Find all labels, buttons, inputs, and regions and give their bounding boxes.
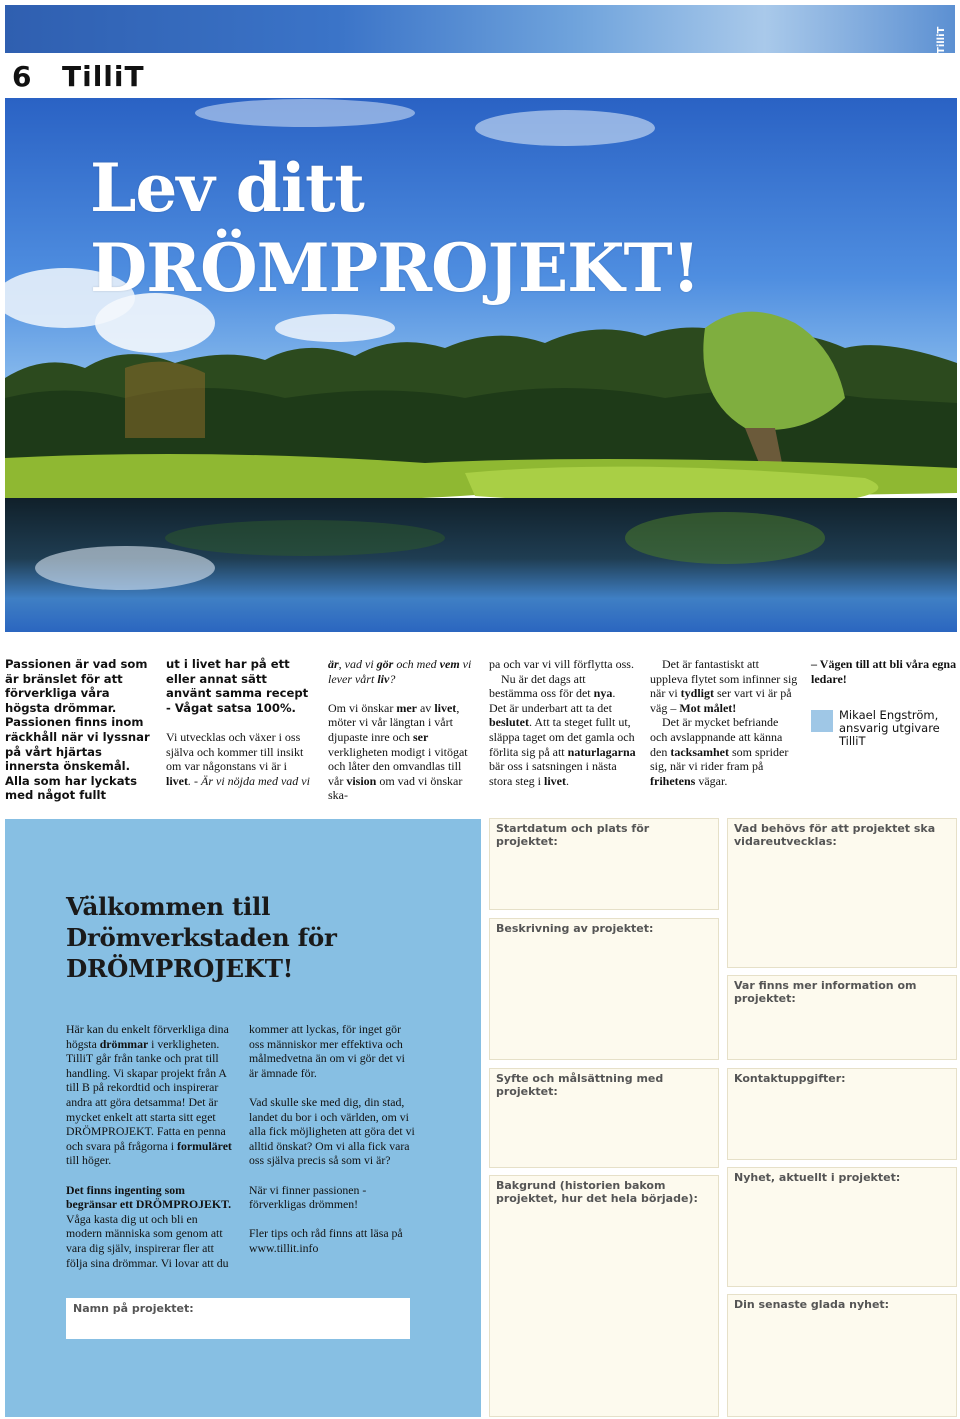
article-column-3 (328, 657, 476, 803)
col3-word: mer (396, 700, 417, 715)
needs-label: Vad behövs för att projektet ska vidareutvecklas: (734, 822, 936, 848)
background-field[interactable] (489, 1175, 719, 1417)
col5-word: Mot målet! (679, 700, 737, 715)
col3-word: liv (377, 671, 390, 686)
workshop-text: i verkligheten. TilliT går från tanke och prat till handling. Vi skapar projekt från A till B på rekordtid och inspirerar andra att göra detsamma! Det är mycket enkelt att starta sitt eget DRÖMPROJEKT. Fatta en penna och svara på frågorna i (66, 1036, 227, 1153)
hero-headline (90, 148, 700, 308)
article-closing-line: – Vägen till att bli våra egna ledare! (811, 657, 957, 686)
brand-title: TilliT (62, 60, 145, 93)
workshop-bold-text: Det finns ingenting som begränsar ett DRÖMPROJEKT. (66, 1182, 232, 1212)
article-lead: Passionen är vad som är bränslet för att förverkliga våra högsta drömmar. Passionen finns inom räckhåll när vi lyssnar på vårt hjärtas innersta önskemål. Alla som har lyckats med något fullt (5, 657, 150, 803)
contact-field[interactable] (727, 1068, 957, 1160)
col3-text: ? (389, 671, 396, 686)
col3-text: , möter vi vår längtan i vårt djupaste inre och (328, 700, 460, 744)
workshop-text: När vi finner passionen - förverkligas drömmen! (249, 1182, 367, 1212)
signature-role: ansvarig utgivare TilliT (839, 721, 940, 748)
more-info-field[interactable] (727, 975, 957, 1060)
needs-field[interactable] (727, 818, 957, 968)
workshop-text: Våga kasta dig ut och bli en modern människa som genom att vara dig själv, inspirerar fler att följa sina drömmar. Vi lovar att du (66, 1211, 229, 1270)
description-field[interactable] (489, 918, 719, 1060)
col3-text: Om vi önskar (328, 700, 397, 715)
start-date-label: Startdatum och plats för projektet: (496, 822, 650, 848)
workshop-title-line-3: DRÖMPROJEKT! (66, 954, 294, 983)
col3-word: ser (412, 729, 429, 744)
description-label: Beskrivning av projektet: (496, 922, 654, 935)
workshop-title (66, 891, 337, 984)
workshop-title-line-1: Välkommen till (66, 892, 271, 921)
workshop-text-left (66, 1022, 234, 1285)
col4-word: naturlagarna (567, 744, 636, 759)
col3-text: , vad vi (338, 657, 377, 671)
signature-name: Mikael Engström, (839, 708, 939, 722)
col3-text: av (416, 700, 435, 715)
col4-text: . (612, 686, 616, 701)
workshop-title-line-2: Drömverkstaden för (66, 923, 337, 952)
page-number: 6 (12, 60, 32, 93)
contact-label: Kontaktuppgifter: (734, 1072, 846, 1085)
headline-line-1: Lev ditt (90, 149, 364, 227)
col3-word: livet (434, 700, 457, 715)
workshop-text: Fler tips och råd finns att läsa på www.tillit.info (249, 1226, 403, 1255)
column-2-paragraph: Vi utvecklas och växer i oss själva och kommer till insikt om var någonstans vi är i (166, 729, 304, 774)
col3-word: vem (439, 657, 460, 671)
col3-word: gör (376, 657, 394, 671)
signature-square-icon (811, 710, 833, 732)
col3-text: om vad vi önskar ska- (328, 773, 463, 803)
col5-word: frihetens (650, 773, 696, 788)
workshop-text: till höger. (66, 1153, 112, 1168)
col4-text: . Att ta steget fullt ut, släppa taget om det gamla och förlita sig på att (489, 715, 635, 759)
col5-text: ser vart vi är på väg – (650, 686, 792, 715)
start-date-field[interactable] (489, 818, 719, 910)
col4-text: Det är underbart att ta det (489, 700, 612, 715)
col4-word: livet (544, 773, 566, 788)
latest-news-field[interactable] (727, 1294, 957, 1417)
header-banner (5, 5, 955, 53)
article-column-2 (166, 657, 314, 788)
purpose-label: Syfte och målsättning med projektet: (496, 1072, 664, 1098)
more-info-label: Var finns mer information om projektet: (734, 979, 917, 1005)
corner-logo: TilliT (936, 26, 947, 54)
workshop-text: kommer att lyckas, för inget gör oss människor mer effektiva och målmedvetna än om vi gör det vi är ämnade för. (249, 1022, 405, 1080)
col3-text: och med (393, 657, 440, 671)
project-name-label: Namn på projektet: (73, 1302, 194, 1315)
col4-word: beslutet (489, 715, 529, 730)
col4-text: pa och var vi vill förflytta oss. (489, 657, 634, 671)
article-column-4 (489, 657, 637, 788)
col3-text: vi lever vårt (328, 657, 472, 686)
workshop-text: Här kan du enkelt förverkliga dina högsta (66, 1022, 229, 1051)
signature (839, 709, 959, 748)
col5-text: Det är mycket befriande och avslappnande att känna den (650, 715, 783, 759)
background-label: Bakgrund (historien bakom projektet, hur det hela började): (496, 1179, 698, 1205)
latest-news-label: Din senaste glada nyhet: (734, 1298, 890, 1311)
col3-word: vision (346, 773, 377, 788)
col5-word: tydligt (680, 686, 714, 701)
news-label: Nyhet, aktuellt i projektet: (734, 1171, 901, 1184)
column-2-italic-text: . - Är vi nöjda med vad vi (188, 773, 310, 788)
column-2-bold-text: ut i livet har på ett eller annat sätt använt samma recept - Vågat satsa 100%. (166, 657, 309, 715)
news-field[interactable] (727, 1167, 957, 1287)
col5-word: tacksamhet (670, 744, 729, 759)
article-column-5 (650, 657, 798, 788)
col5-text: vägar. (695, 773, 728, 788)
col4-text: Nu är det dags att bestämma oss för det (489, 671, 594, 701)
workshop-bold-word: drömmar (99, 1036, 149, 1051)
col3-word: är (328, 657, 339, 671)
col3-text: verkligheten modigt i vitögat och låter den omvandlas till vår (328, 744, 468, 788)
col5-text: som sprider sig, när vi rider fram på (650, 744, 789, 774)
purpose-field[interactable] (489, 1068, 719, 1168)
headline-line-2: DRÖMPROJEKT! (90, 229, 700, 307)
workshop-text: Vad skulle ske med dig, din stad, landet du bor i och världen, om vi alla fick möjligheten att göra det vi alltid önskat? Om vi alla fick vara oss själva precis så som vi är? (249, 1094, 415, 1168)
col5-text: Det är fantastiskt att uppleva flytet som infinner sig när vi (650, 657, 798, 701)
column-2-bold-word: livet (166, 773, 188, 788)
col4-text: bär oss i satsningen i nästa stora steg i (489, 759, 617, 788)
col4-word: nya (593, 686, 613, 701)
col4-text: . (566, 773, 569, 788)
project-name-field[interactable] (66, 1298, 410, 1339)
workshop-text-right (249, 1022, 417, 1270)
workshop-bold-word: formuläret (177, 1138, 232, 1153)
